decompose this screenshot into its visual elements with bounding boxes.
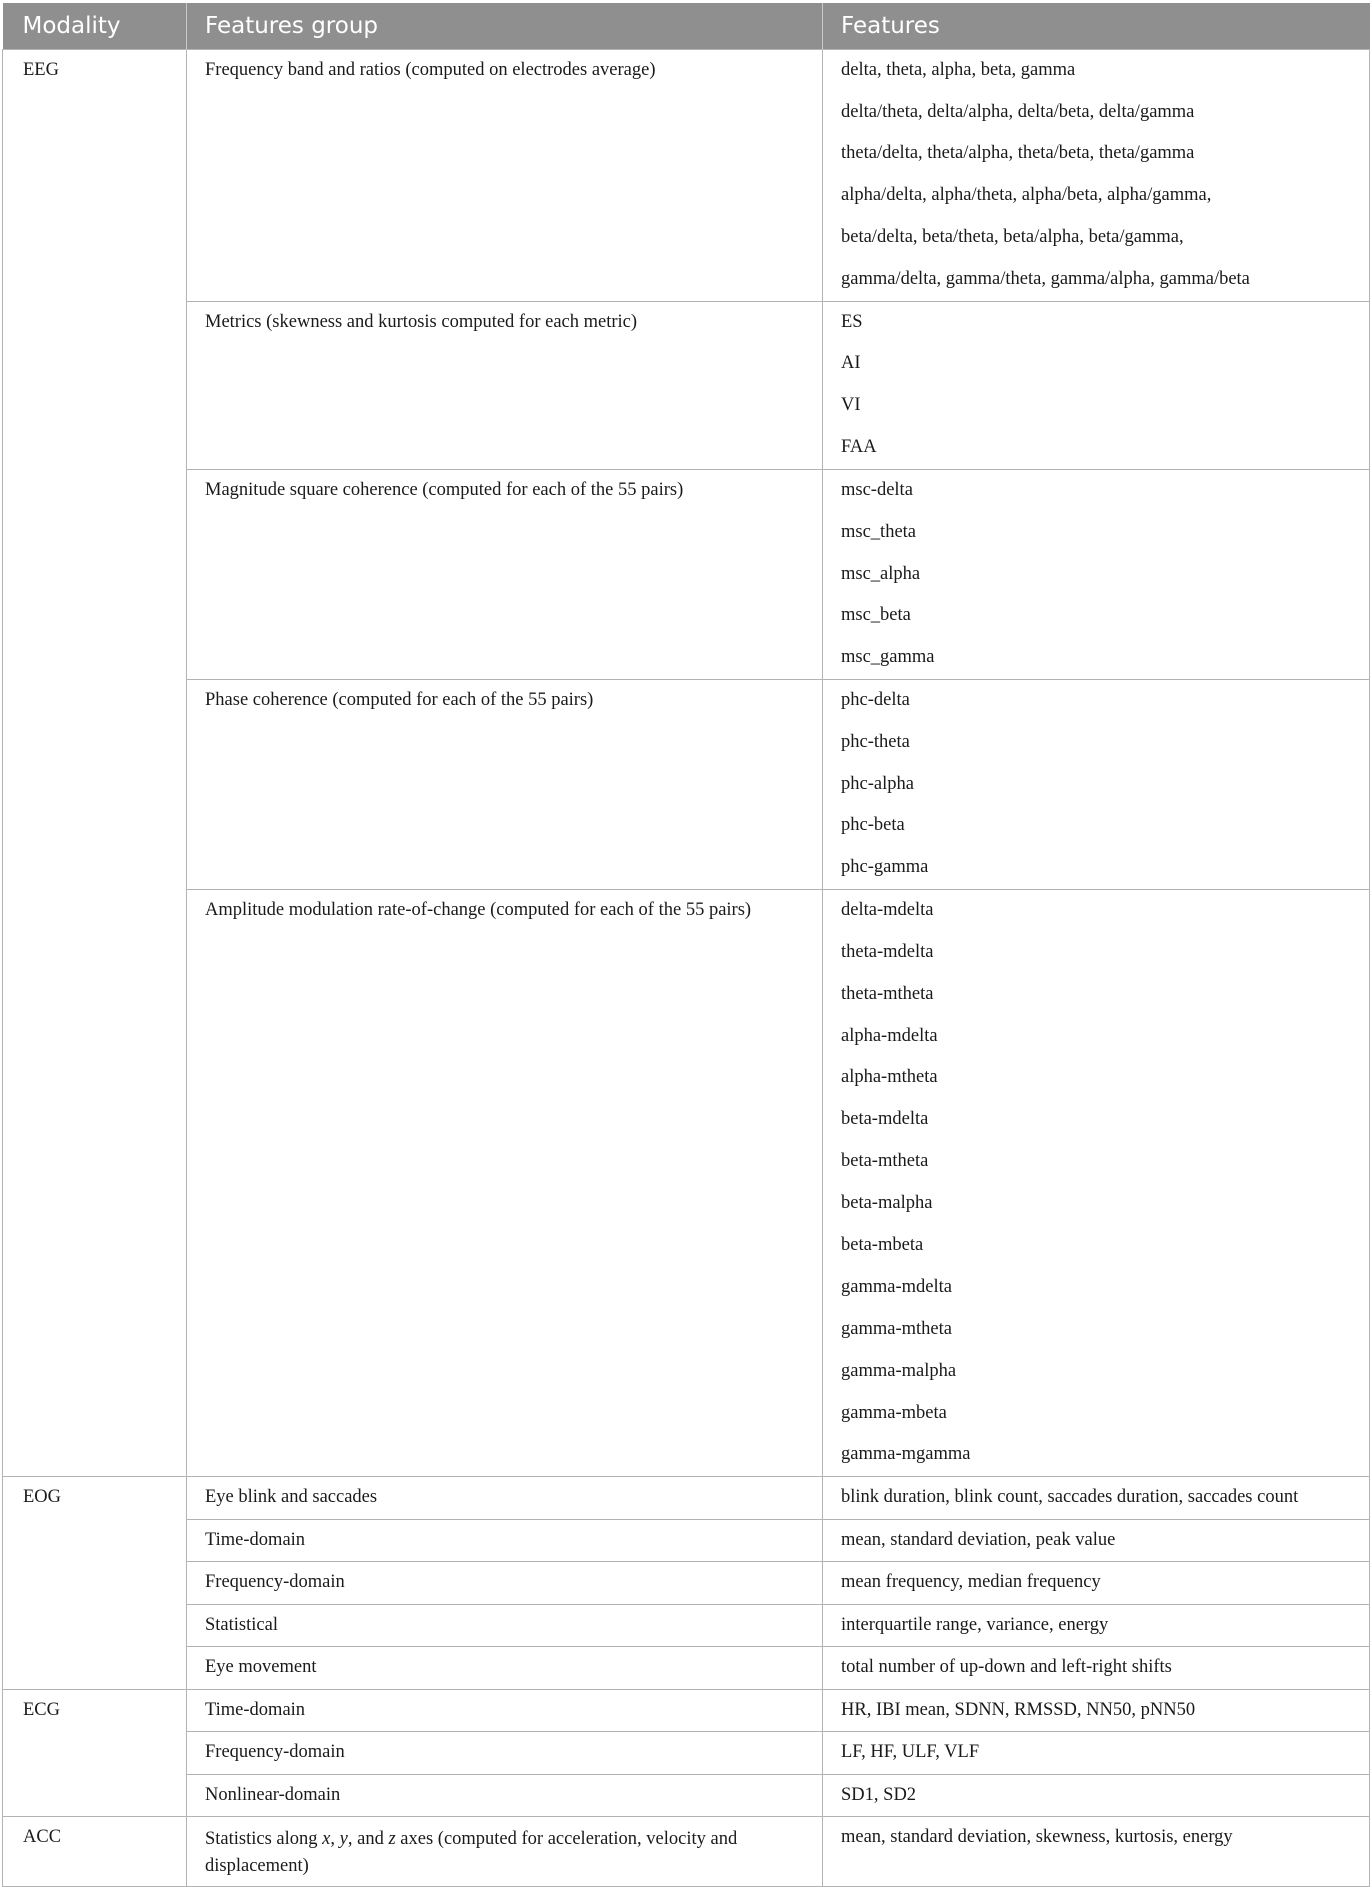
feature-group-text-part: axes (computed for acceleration, velocity and displacement) (205, 1829, 738, 1877)
feature-group-label: Amplitude modulation rate-of-change (computed for each of the 55 pairs) (205, 900, 752, 921)
feature-group-text-part: y (339, 1829, 348, 1850)
features-cell (823, 1732, 1370, 1775)
feature-item: theta/delta, theta/alpha, theta/beta, theta/gamma (841, 143, 1195, 164)
feature-group-label: Statistical (205, 1614, 278, 1635)
feature-item: mean, standard deviation, skewness, kurtosis, energy (841, 1827, 1233, 1848)
feature-group-cell (187, 50, 823, 302)
feature-group-cell (187, 301, 823, 469)
features-cell (823, 680, 1370, 890)
features-cell (823, 1519, 1370, 1562)
table-row (3, 890, 1370, 1477)
feature-item: phc-delta (841, 690, 910, 711)
header-features: Features (823, 3, 1370, 50)
features-cell (823, 50, 1370, 302)
feature-item: gamma/delta, gamma/theta, gamma/alpha, gamma/beta (841, 269, 1250, 290)
feature-item: alpha-mtheta (841, 1067, 938, 1088)
modality-label: ACC (23, 1827, 62, 1848)
table-body (3, 50, 1370, 1887)
table-row (3, 470, 1370, 680)
feature-item: gamma-mtheta (841, 1318, 952, 1339)
table-row (3, 1732, 1370, 1775)
feature-item: phc-beta (841, 815, 905, 836)
features-cell (823, 1817, 1370, 1887)
table-row (3, 1562, 1370, 1605)
feature-item: gamma-malpha (841, 1360, 957, 1381)
features-cell (823, 1689, 1370, 1732)
feature-item: delta-mdelta (841, 900, 934, 921)
feature-group-cell (187, 1519, 823, 1562)
feature-group-label: Frequency-domain (205, 1572, 345, 1593)
feature-group-cell (187, 1647, 823, 1690)
feature-group-label: Magnitude square coherence (computed for each of the 55 pairs) (205, 480, 684, 501)
feature-item: gamma-mgamma (841, 1444, 971, 1465)
features-table (2, 3, 1370, 1887)
feature-group-text-part: Statistics along (205, 1829, 323, 1850)
feature-item: msc_theta (841, 521, 917, 542)
feature-item: phc-theta (841, 731, 910, 752)
feature-item: phc-gamma (841, 857, 929, 878)
feature-group-cell (187, 1604, 823, 1647)
features-cell (823, 1647, 1370, 1690)
feature-item: total number of up-down and left-right shifts (841, 1657, 1172, 1678)
feature-group-text-part: , (330, 1829, 340, 1850)
feature-group-label: Frequency band and ratios (computed on electrodes average) (205, 60, 656, 80)
feature-item: msc_alpha (841, 563, 921, 584)
feature-group-cell (187, 1477, 823, 1520)
features-cell (823, 890, 1370, 1477)
feature-item: msc_gamma (841, 647, 935, 668)
header-features-group: Features group (187, 3, 823, 50)
table-row (3, 1604, 1370, 1647)
table-row (3, 1519, 1370, 1562)
feature-item: msc-delta (841, 480, 913, 501)
modality-cell (3, 1477, 187, 1690)
feature-item: theta-mdelta (841, 941, 934, 962)
table-row (3, 50, 1370, 302)
features-cell (823, 1774, 1370, 1817)
feature-group-label: Nonlinear-domain (205, 1784, 341, 1805)
feature-group-text-part: x (322, 1829, 331, 1850)
feature-group-text-part: z (388, 1829, 396, 1850)
feature-item: phc-alpha (841, 773, 914, 794)
feature-item: AI (841, 353, 861, 374)
modality-label: ECG (23, 1699, 60, 1720)
features-cell (823, 470, 1370, 680)
feature-group-label: Phase coherence (computed for each of the 55 pairs) (205, 690, 594, 711)
table-row (3, 1647, 1370, 1690)
feature-group-cell (187, 1562, 823, 1605)
table-row (3, 1774, 1370, 1817)
feature-group-label: Time-domain (205, 1529, 306, 1550)
feature-item: delta, theta, alpha, beta, gamma (841, 60, 1076, 80)
header-modality: Modality (3, 3, 187, 50)
feature-group-cell (187, 1817, 823, 1887)
features-cell (823, 1604, 1370, 1647)
modality-label: EOG (23, 1487, 62, 1508)
modality-cell (3, 1689, 187, 1817)
feature-item: interquartile range, variance, energy (841, 1614, 1109, 1635)
table-row (3, 1477, 1370, 1520)
feature-group-text-part: , and (347, 1829, 389, 1850)
feature-item: msc_beta (841, 605, 911, 626)
feature-group-cell (187, 680, 823, 890)
feature-group-cell (187, 1774, 823, 1817)
feature-item: beta-mtheta (841, 1151, 929, 1172)
feature-group-label (205, 1817, 812, 1886)
feature-item: blink duration, blink count, saccades duration, saccades count (841, 1487, 1299, 1508)
feature-item: LF, HF, ULF, VLF (841, 1742, 980, 1763)
feature-group-label: Eye blink and saccades (205, 1487, 378, 1508)
feature-item: alpha/delta, alpha/theta, alpha/beta, alpha/gamma, (841, 185, 1212, 206)
feature-group-label: Metrics (skewness and kurtosis computed for each metric) (205, 311, 638, 332)
feature-item: gamma-mbeta (841, 1402, 947, 1423)
feature-item: VI (841, 395, 861, 416)
feature-group-cell (187, 1732, 823, 1775)
feature-item: ES (841, 311, 863, 332)
feature-item: alpha-mdelta (841, 1025, 938, 1046)
feature-group-cell (187, 470, 823, 680)
feature-item: SD1, SD2 (841, 1784, 917, 1805)
table-row (3, 301, 1370, 469)
table-header-row (3, 3, 1370, 50)
modality-cell (3, 50, 187, 1477)
feature-item: mean frequency, median frequency (841, 1572, 1101, 1593)
table-row (3, 1689, 1370, 1732)
feature-item: mean, standard deviation, peak value (841, 1529, 1116, 1550)
modality-label: EEG (23, 60, 59, 80)
feature-item: delta/theta, delta/alpha, delta/beta, delta/gamma (841, 101, 1195, 122)
feature-group-label: Time-domain (205, 1699, 306, 1720)
features-cell (823, 301, 1370, 469)
feature-item: gamma-mdelta (841, 1276, 952, 1297)
feature-item: beta-mbeta (841, 1234, 924, 1255)
feature-group-label: Eye movement (205, 1657, 317, 1678)
feature-group-cell (187, 890, 823, 1477)
feature-group-label: Frequency-domain (205, 1742, 345, 1763)
feature-group-cell (187, 1689, 823, 1732)
feature-item: theta-mtheta (841, 983, 934, 1004)
features-cell (823, 1562, 1370, 1605)
feature-item: beta/delta, beta/theta, beta/alpha, beta/gamma, (841, 227, 1184, 248)
table-row (3, 680, 1370, 890)
feature-item: beta-mdelta (841, 1109, 929, 1130)
features-cell (823, 1477, 1370, 1520)
feature-item: FAA (841, 437, 877, 458)
feature-item: beta-malpha (841, 1193, 933, 1214)
table-row (3, 1817, 1370, 1887)
modality-cell (3, 1817, 187, 1887)
feature-item: HR, IBI mean, SDNN, RMSSD, NN50, pNN50 (841, 1699, 1196, 1720)
